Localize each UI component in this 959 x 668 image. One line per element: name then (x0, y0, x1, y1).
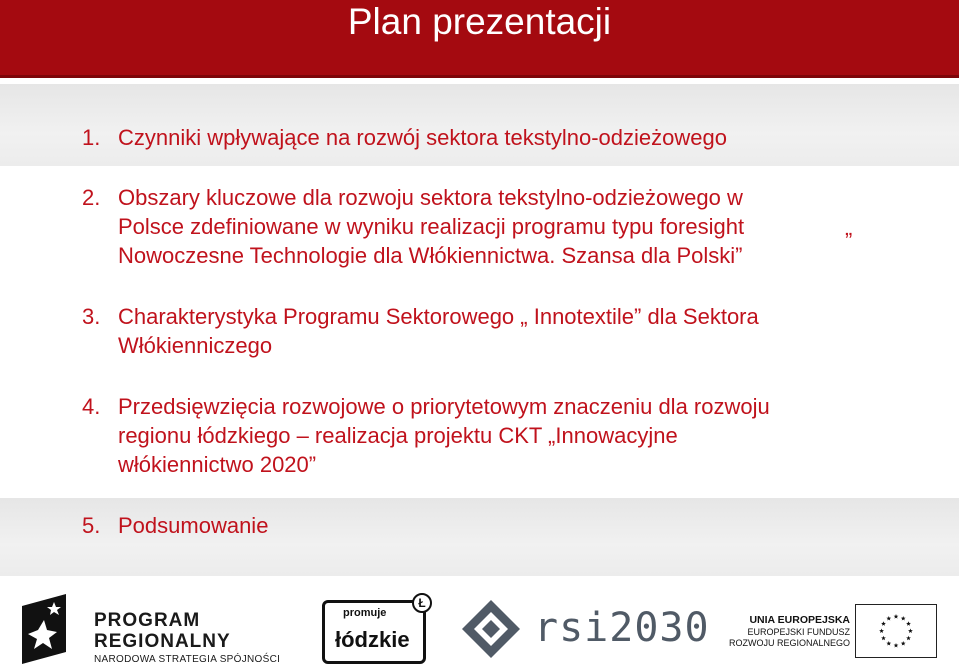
eu-star-icon (906, 621, 911, 626)
eu-star-icon (894, 643, 899, 648)
agenda-text-line: Polsce zdefiniowane w wyniku realizacji programu typu foresight (118, 214, 745, 239)
agenda-number: 1. (82, 125, 101, 150)
agenda-text-line: Nowoczesne Technologie dla Włókiennictwa. Szansa dla Polski” (118, 243, 743, 268)
eu-star-icon (906, 636, 911, 641)
eu-star-icon (881, 636, 886, 641)
agenda-number: 3. (82, 304, 101, 329)
eu-star-icon (886, 641, 891, 646)
lodzkie-badge-icon: Ł (412, 593, 432, 613)
eu-star-icon (894, 614, 899, 619)
eu-star-icon (901, 641, 906, 646)
title-bar (0, 0, 959, 78)
agenda-open-quote: „ (845, 215, 853, 240)
agenda-text-line: regionu łódzkiego – realizacja projektu CKT „Innowacyjne (118, 423, 678, 448)
eu-logo-text (726, 614, 850, 649)
rsi2030-logo (460, 598, 710, 658)
agenda-text-line: Podsumowanie (118, 513, 269, 538)
program-regionalny-logo (14, 594, 314, 666)
agenda-number: 2. (82, 185, 101, 210)
rsi2030-wordmark: rsi2030 (534, 605, 710, 651)
eu-star-icon (881, 621, 886, 626)
agenda-text-line: Obszary kluczowe dla rozwoju sektora tekstylno-odzieżowego w (118, 185, 743, 210)
eu-line1: UNIA EUROPEJSKA (749, 614, 850, 626)
program-regionalny-line1: PROGRAM (94, 610, 201, 631)
eu-star-icon (879, 628, 884, 633)
lodzkie-small-text: promuje (343, 607, 387, 619)
agenda-number: 5. (82, 513, 101, 538)
agenda-text-line: Czynniki wpływające na rozwój sektora tekstylno-odzieżowego (118, 125, 727, 150)
footer-logos (0, 588, 959, 668)
promuje-lodzkie-logo (322, 596, 426, 664)
agenda-text-line: Włókienniczego (118, 333, 273, 358)
program-regionalny-emblem-icon (14, 594, 74, 664)
agenda-text-line: Przedsięwzięcia rozwojowe o priorytetowym znaczeniu dla rozwoju (118, 394, 770, 419)
page-title: Plan prezentacji (347, 1, 612, 42)
eu-line2: EUROPEJSKI FUNDUSZ (747, 627, 850, 637)
eu-star-icon (886, 616, 891, 621)
agenda-text-line: włókiennictwo 2020” (118, 452, 317, 477)
eu-line3: ROZWOJU REGIONALNEGO (728, 638, 850, 648)
eu-star-icon (901, 616, 906, 621)
rsi-diamond-icon (460, 598, 522, 660)
agenda-text-line: Charakterystyka Programu Sektorowego „ Innotextile” dla Sektora (118, 304, 759, 329)
eu-flag-icon (855, 604, 937, 658)
lodzkie-big-text: łódzkie (335, 627, 410, 652)
program-regionalny-line3: NARODOWA STRATEGIA SPÓJNOŚCI (94, 654, 281, 665)
agenda-number: 4. (82, 394, 101, 419)
eu-star-icon (908, 628, 913, 633)
program-regionalny-line2: REGIONALNY (94, 631, 231, 652)
